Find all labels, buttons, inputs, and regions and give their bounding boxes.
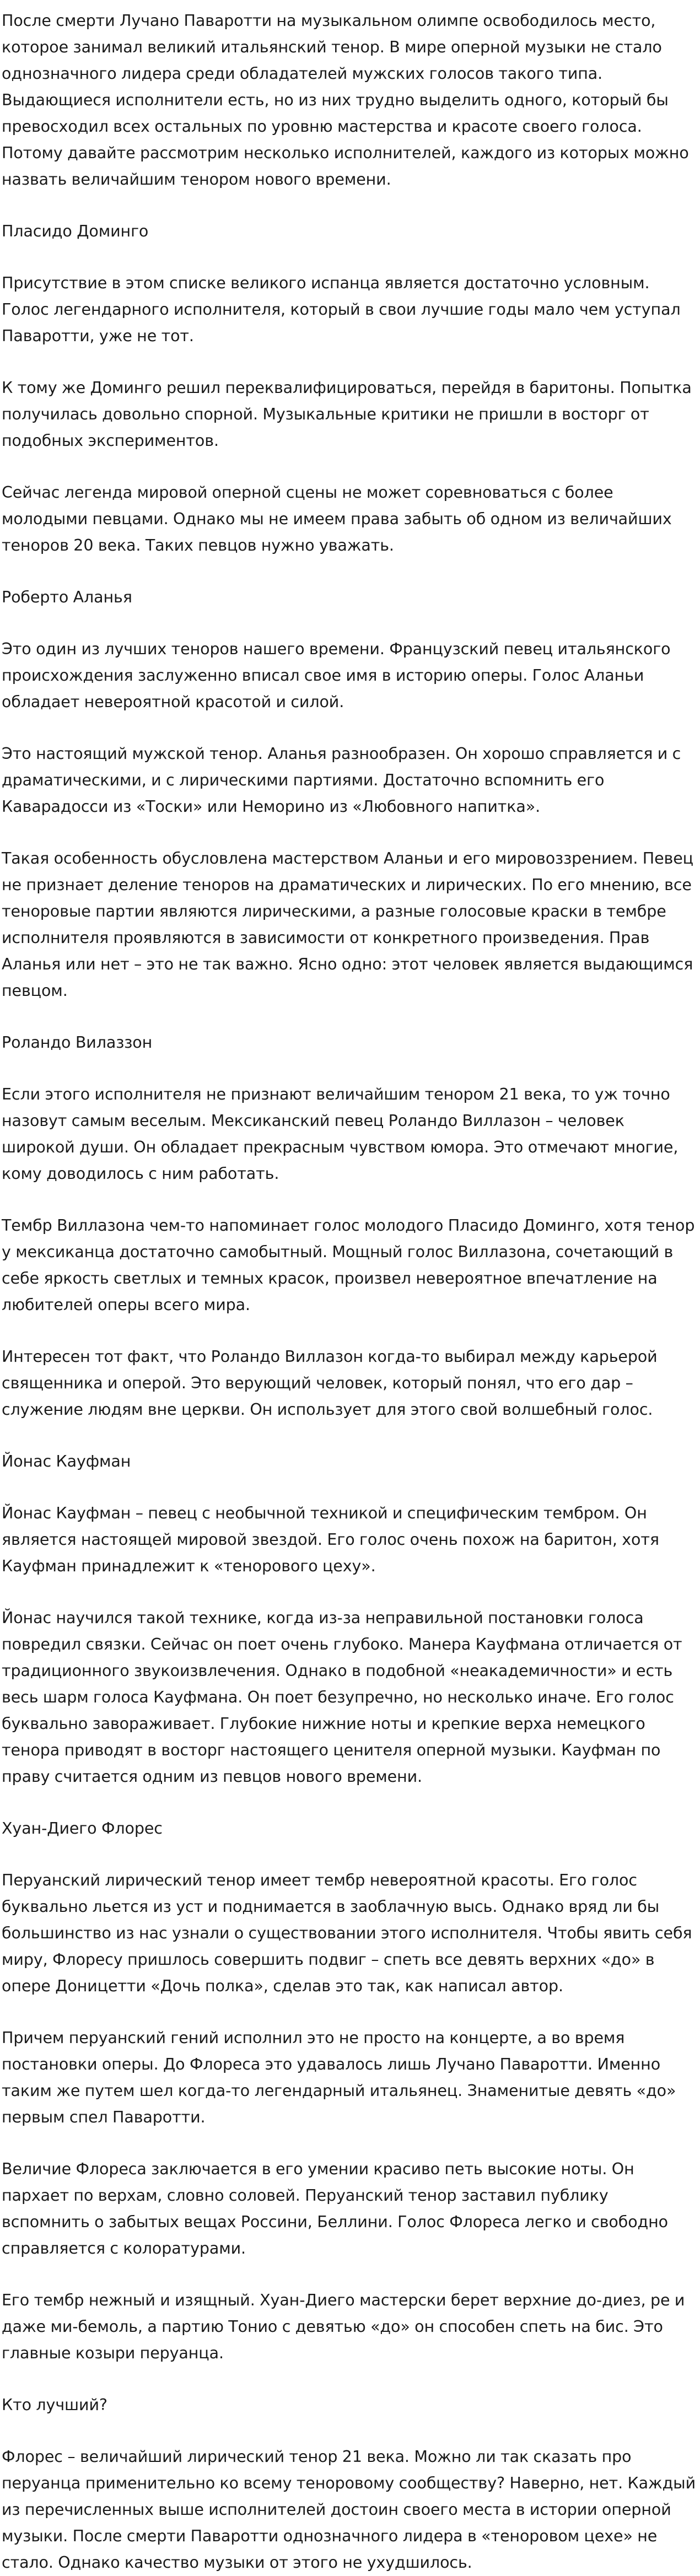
article-paragraph: Флорес – величайший лирический тенор 21 века. Можно ли так сказать про перуанца применительно ко всему теноровому сообществу? Наверно, нет. Каждый из перечисленных выше исполнителей достоин своего места в истории оперной музыки. После смерти Паваротти однозначного лидера в «теноровом цехе» не стало. Однако качество музыки от этого не ухудшилось. [2, 2448, 696, 2572]
article-paragraph: Йонас Кауфман – певец с необычной техникой и специфическим тембром. Он является настоящей мировой звездой. Его голос очень похож на баритон, хотя Кауфман принадлежит к «тенорового цеху». [2, 1504, 659, 1575]
article-paragraph: Сейчас легенда мировой оперной сцены не может соревноваться с более молодыми певцами. Однако мы не имеем права забыть об одном из величайших теноров 20 века. Таких певцов нужно уважать. [2, 483, 672, 554]
section-heading: Роберто Аланья [2, 588, 132, 606]
article-paragraph: Величие Флореса заключается в его умении красиво петь высокие ноты. Он пархает по верхам, словно соловей. Перуанский тенор заставил публику вспомнить о забытых вещах Россини, Беллини. Голос Флореса легко и свободно справляется с колоратурами. [2, 2160, 669, 2257]
section-heading: Йонас Кауфман [2, 1452, 131, 1470]
article-paragraph: Если этого исполнителя не признают величайшим тенором 21 века, то уж точно назовут самым веселым. Мексиканский певец Роландо Виллазон – человек широкой души. Он обладает прекрасным чувством юмора. Это отмечают многие, кому доводилось с ним работать. [2, 1085, 679, 1183]
article-paragraph: Такая особенность обусловлена мастерством Аланьи и его мировоззрением. Певец не признает деление теноров на драматических и лирических. По его мнению, все теноровые партии являются лирическими, а разные голосовые краски в тембре исполнителя проявляются в зависимости от конкретного произведения. Прав Аланья или нет – это не так важно. Ясно одно: этот человек является выдающимся певцом. [2, 849, 693, 1000]
article-paragraph: Йонас научился такой технике, когда из-за неправильной постановки голоса повредил связки. Сейчас он поет очень глубоко. Манера Кауфмана отличается от традиционного звукоизвлечения. Однако в подобной «неакадемичности» и есть весь шарм голоса Кауфмана. Он поет безупречно, но несколько иначе. Его голос буквально завораживает. Глубокие нижние ноты и крепкие верха немецкого тенора приводят в восторг настоящего ценителя оперной музыки. Кауфман по праву считается одним из певцов нового времени. [2, 1609, 682, 1786]
section-heading: Пласидо Доминго [2, 222, 149, 240]
article-paragraph: К тому же Доминго решил переквалифицироваться, перейдя в баритоны. Попытка получилась довольно спорной. Музыкальные критики не пришли в восторг от подобных экспериментов. [2, 379, 692, 450]
article-paragraph: Интересен тот факт, что Роландо Виллазон когда-то выбирал между карьерой священника и оперой. Это верующий человек, который понял, что его дар – служение людям вне церкви. Он использует для этого свой волшебный голос. [2, 1348, 658, 1419]
article-paragraph: Это настоящий мужской тенор. Аланья разнообразен. Он хорошо справляется и с драматическими, и с лирическими партиями. Достаточно вспомнить его Каварадосси из «Тоски» или Неморино из «Любовного напитка». [2, 745, 681, 816]
article-paragraph: Его тембр нежный и изящный. Хуан-Диего мастерски берет верхние до-диез, ре и даже ми-бемоль, а партию Тонио с девятью «до» он способен спеть на бис. Это главные козыри перуанца. [2, 2291, 685, 2362]
section-heading: Роландо Вилаззон [2, 1033, 153, 1052]
article-paragraph: Тембр Виллазона чем-то напоминает голос молодого Пласидо Доминго, хотя тенор у мексиканца достаточно самобытный. Мощный голос Виллазона, сочетающий в себе яркость светлых и темных красок, произвел невероятное впечатление на любителей оперы всего мира. [2, 1216, 695, 1314]
article-paragraph: Присутствие в этом списке великого испанца является достаточно условным. Голос легендарного исполнителя, который в свои лучшие годы мало чем уступал Паваротти, уже не тот. [2, 274, 681, 345]
article-paragraph: Перуанский лирический тенор имеет тембр невероятной красоты. Его голос буквально льется из уст и поднимается в заоблачную высь. Однако вряд ли бы большинство из нас узнали о существовании этого исполнителя. Чтобы явить себя миру, Флоресу пришлось совершить подвиг – спеть все девять верхних «до» в опере Доницетти «Дочь полка», сделав это так, как написал автор. [2, 1871, 692, 1995]
article-paragraph: Причем перуанский гений исполнил это не просто на концерте, а во время постановки оперы. До Флореса это удавалось лишь Лучано Паваротти. Именно таким же путем шел когда-то легендарный итальянец. Знаменитые девять «до» первым спел Паваротти. [2, 2029, 676, 2126]
section-heading: Кто лучший? [2, 2396, 107, 2414]
article-paragraph: После смерти Лучано Паваротти на музыкальном олимпе освободилось место, которое занимал великий итальянский тенор. В мире оперной музыки не стало однозначного лидера среди обладателей мужских голосов такого типа. Выдающиеся исполнители есть, но из них трудно выделить одного, который бы превосходил всех остальных по уровню мастерства и красоте своего голоса. Потому давайте рассмотрим несколько исполнителей, каждого из которых можно назвать величайшим тенором нового времени. [2, 12, 689, 188]
article-paragraph: Это один из лучших теноров нашего времени. Французский певец итальянского происхождения заслуженно вписал свое имя в историю оперы. Голос Аланьи обладает невероятной красотой и силой. [2, 640, 671, 711]
section-heading: Хуан-Диего Флорес [2, 1819, 163, 1837]
